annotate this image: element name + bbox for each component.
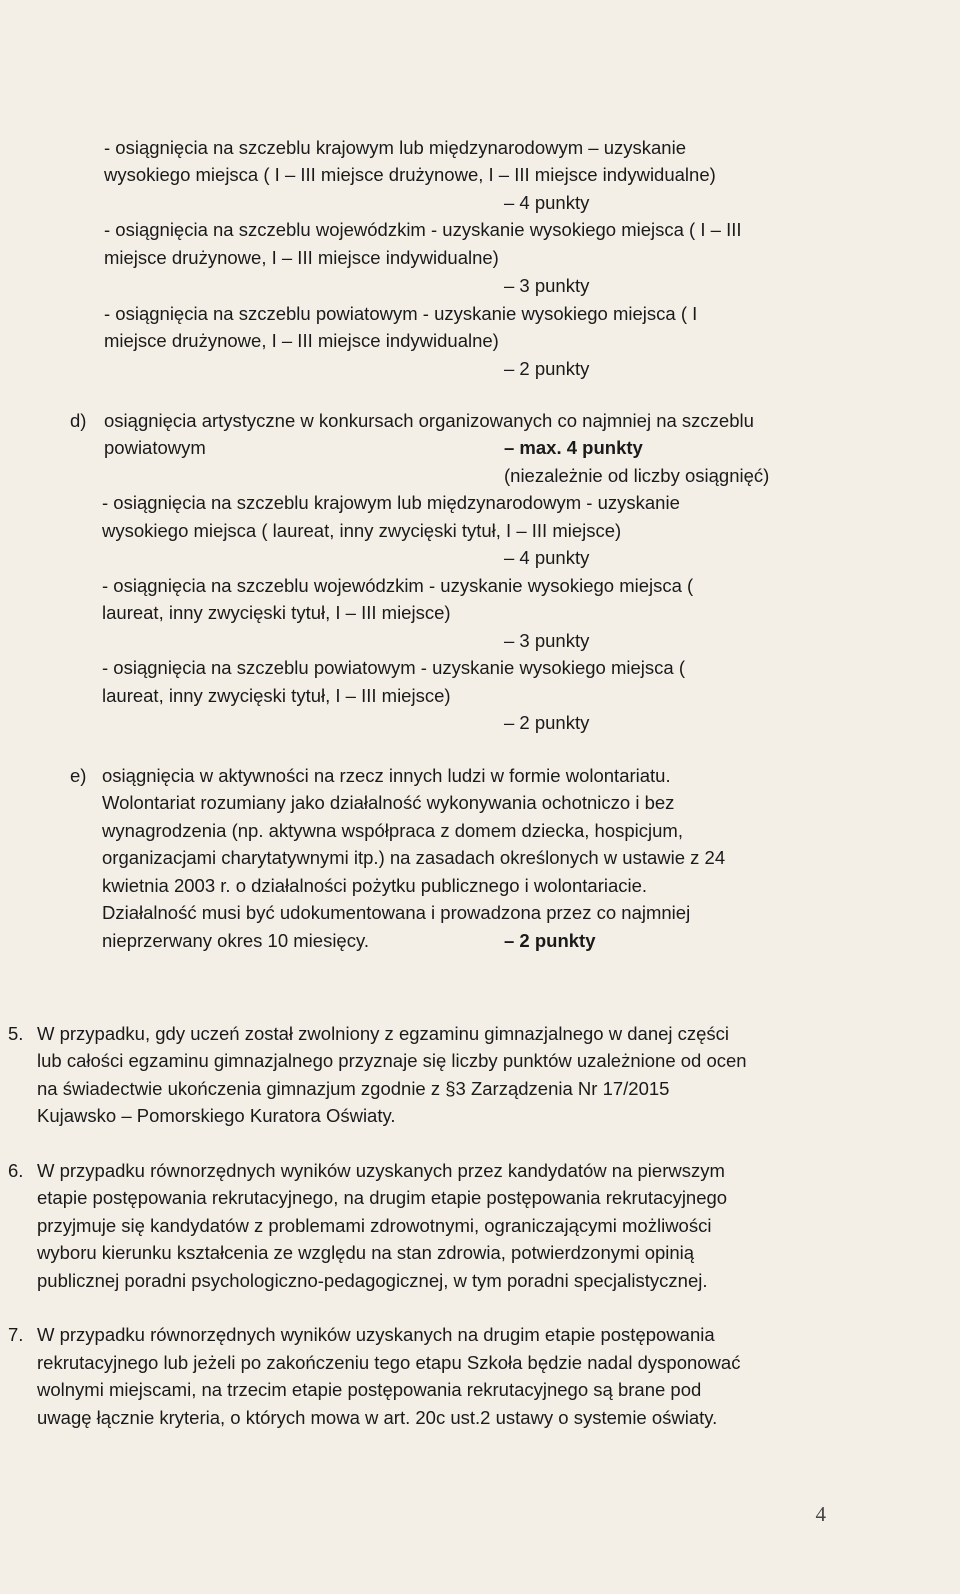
text-line: W przypadku równorzędnych wyników uzyskanych na drugim etapie postępowania [37,1324,715,1345]
text-line: wolnymi miejscami, na trzecim etapie postępowania rekrutacyjnego są brane pod [37,1379,702,1400]
text-line: organizacjami charytatywnymi itp.) na zasadach określonych w ustawie z 24 [102,847,726,868]
text-line: na świadectwie ukończenia gimnazjum zgodnie z §3 Zarządzenia Nr 17/2015 [37,1078,670,1099]
text-line: rekrutacyjnego lub jeżeli po zakończeniu tego etapu Szkoła będzie nadal dysponować [37,1352,741,1373]
text-line: uwagę łącznie kryteria, o których mowa w art. 20c ust.2 ustawy o systemie oświaty. [37,1407,718,1428]
points-line: – 4 punkty [504,192,590,213]
text-line: miejsce drużynowe, I – III miejsce indywidualne) [104,330,499,351]
text-line: miejsce drużynowe, I – III miejsce indywidualne) [104,247,499,268]
text-line: - osiągnięcia na szczeblu wojewódzkim - uzyskanie wysokiego miejsca ( I – III [104,219,742,240]
points-line: – 2 punkty [504,930,596,951]
text-line: wysokiego miejsca ( laureat, inny zwycięski tytuł, I – III miejsce) [102,520,622,541]
points-max-line: – max. 4 punkty [504,437,643,458]
list-marker-5: 5. [8,1023,24,1044]
text-line: etapie postępowania rekrutacyjnego, na drugim etapie postępowania rekrutacyjnego [37,1187,728,1208]
text-line: laureat, inny zwycięski tytuł, I – III miejsce) [102,602,451,623]
points-line: – 3 punkty [504,630,590,651]
text-line: nieprzerwany okres 10 miesięcy. [102,930,369,951]
text-line: wynagrodzenia (np. aktywna współpraca z domem dziecka, hospicjum, [102,820,683,841]
text-line: lub całości egzaminu gimnazjalnego przyznaje się liczby punktów uzależnione od ocen [37,1050,747,1071]
points-line: – 4 punkty [504,547,590,568]
points-line: – 3 punkty [504,275,590,296]
text-line: Działalność musi być udokumentowana i prowadzona przez co najmniej [102,902,691,923]
text-line: osiągnięcia w aktywności na rzecz innych ludzi w formie wolontariatu. [102,765,671,786]
points-line: – 2 punkty [504,358,590,379]
text-line: Wolontariat rozumiany jako działalność wykonywania ochotniczo i bez [102,792,675,813]
text-line: wysokiego miejsca ( I – III miejsce drużynowe, I – III miejsce indywidualne) [104,164,716,185]
text-line: - osiągnięcia na szczeblu krajowym lub międzynarodowym – uzyskanie [104,137,686,158]
note-line: (niezależnie od liczby osiągnięć) [504,465,770,486]
text-line: wyboru kierunku kształcenia ze względu na stan zdrowia, potwierdzonymi opinią [37,1242,695,1263]
text-line: - osiągnięcia na szczeblu wojewódzkim - uzyskanie wysokiego miejsca ( [102,575,694,596]
list-marker-7: 7. [8,1324,24,1345]
page-number: 4 [815,1502,826,1526]
list-marker-d: d) [70,410,87,431]
text-line: powiatowym [104,437,206,458]
text-line: - osiągnięcia na szczeblu powiatowym - uzyskanie wysokiego miejsca ( [102,657,685,678]
text-line: kwietnia 2003 r. o działalności pożytku publicznego i wolontariacie. [102,875,648,896]
text-line: osiągnięcia artystyczne w konkursach organizowanych co najmniej na szczeblu [104,410,754,431]
text-line: - osiągnięcia na szczeblu powiatowym - uzyskanie wysokiego miejsca ( I [104,303,698,324]
text-line: W przypadku równorzędnych wyników uzyskanych przez kandydatów na pierwszym [37,1160,725,1181]
text-line: laureat, inny zwycięski tytuł, I – III miejsce) [102,685,451,706]
list-marker-e: e) [70,765,87,786]
points-line: – 2 punkty [504,712,590,733]
text-line: publicznej poradni psychologiczno-pedagogicznej, w tym poradni specjalistycznej. [37,1270,708,1291]
text-line: W przypadku, gdy uczeń został zwolniony z egzaminu gimnazjalnego w danej części [37,1023,730,1044]
text-line: przyjmuje się kandydatów z problemami zdrowotnymi, ograniczającymi możliwości [37,1215,712,1236]
list-marker-6: 6. [8,1160,24,1181]
text-line: - osiągnięcia na szczeblu krajowym lub międzynarodowym - uzyskanie [102,492,680,513]
text-line: Kujawsko – Pomorskiego Kuratora Oświaty. [37,1105,396,1126]
